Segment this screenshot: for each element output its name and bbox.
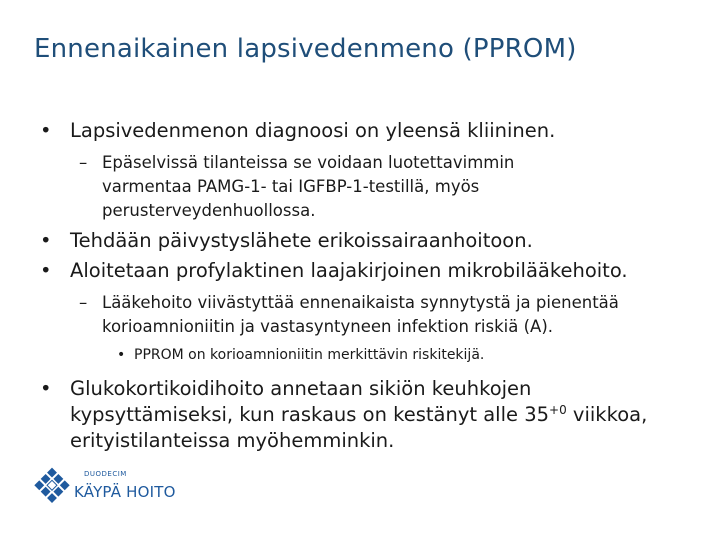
bullet-text: Tehdään päivystyslähete erikoissairaanhoitoon. [70,229,533,252]
sub-bullet-text: perusterveydenhuollossa. [102,201,316,220]
bullet-marker: • [40,377,52,400]
logo-small-text: DUODECIM [84,470,127,478]
sub-bullet-marker: – [79,293,88,312]
sub-sub-bullet-text: PPROM on korioamnioniitin merkittävin riskitekijä. [134,347,485,363]
bullet-text: Lapsivedenmenon diagnoosi on yleensä kliininen. [70,119,556,142]
sub-bullet-marker: – [79,153,88,172]
logo-big-text: KÄYPÄ HOITO [74,483,176,501]
bullet-marker: • [40,259,52,282]
bullet-text-line [70,402,647,428]
sub-sub-bullet-marker: • [117,347,126,363]
sub-bullet-text: korioamnioniitin ja vastasyntyneen infektion riskiä (A). [102,317,554,336]
bullet-text: Aloitetaan profylaktinen laajakirjoinen mikrobilääkehoito. [70,259,628,282]
sub-bullet-text: Epäselvissä tilanteissa se voidaan luotettavimmin [102,153,515,172]
sub-bullet-text: varmentaa PAMG-1- tai IGFBP-1-testillä, myös [102,177,480,196]
bullet-marker: • [40,229,52,252]
sub-bullet-text: Lääkehoito viivästyttää ennenaikaista synnytystä ja pienentää [102,293,619,312]
bullet-text: Glukokortikoidihoito annetaan sikiön keuhkojen [70,377,532,400]
bullet-text-part: viikkoa, [566,403,648,426]
slide-title: Ennenaikainen lapsivedenmeno (PPROM) [34,34,577,64]
diamond-grid-logo-icon [32,466,72,506]
superscript: +0 [549,403,567,417]
bullet-text-part: kypsyttämiseksi, kun raskaus on kestänyt alle 35 [70,403,550,426]
bullet-text: erityistilanteissa myöhemminkin. [70,429,395,452]
bullet-marker: • [40,119,52,142]
